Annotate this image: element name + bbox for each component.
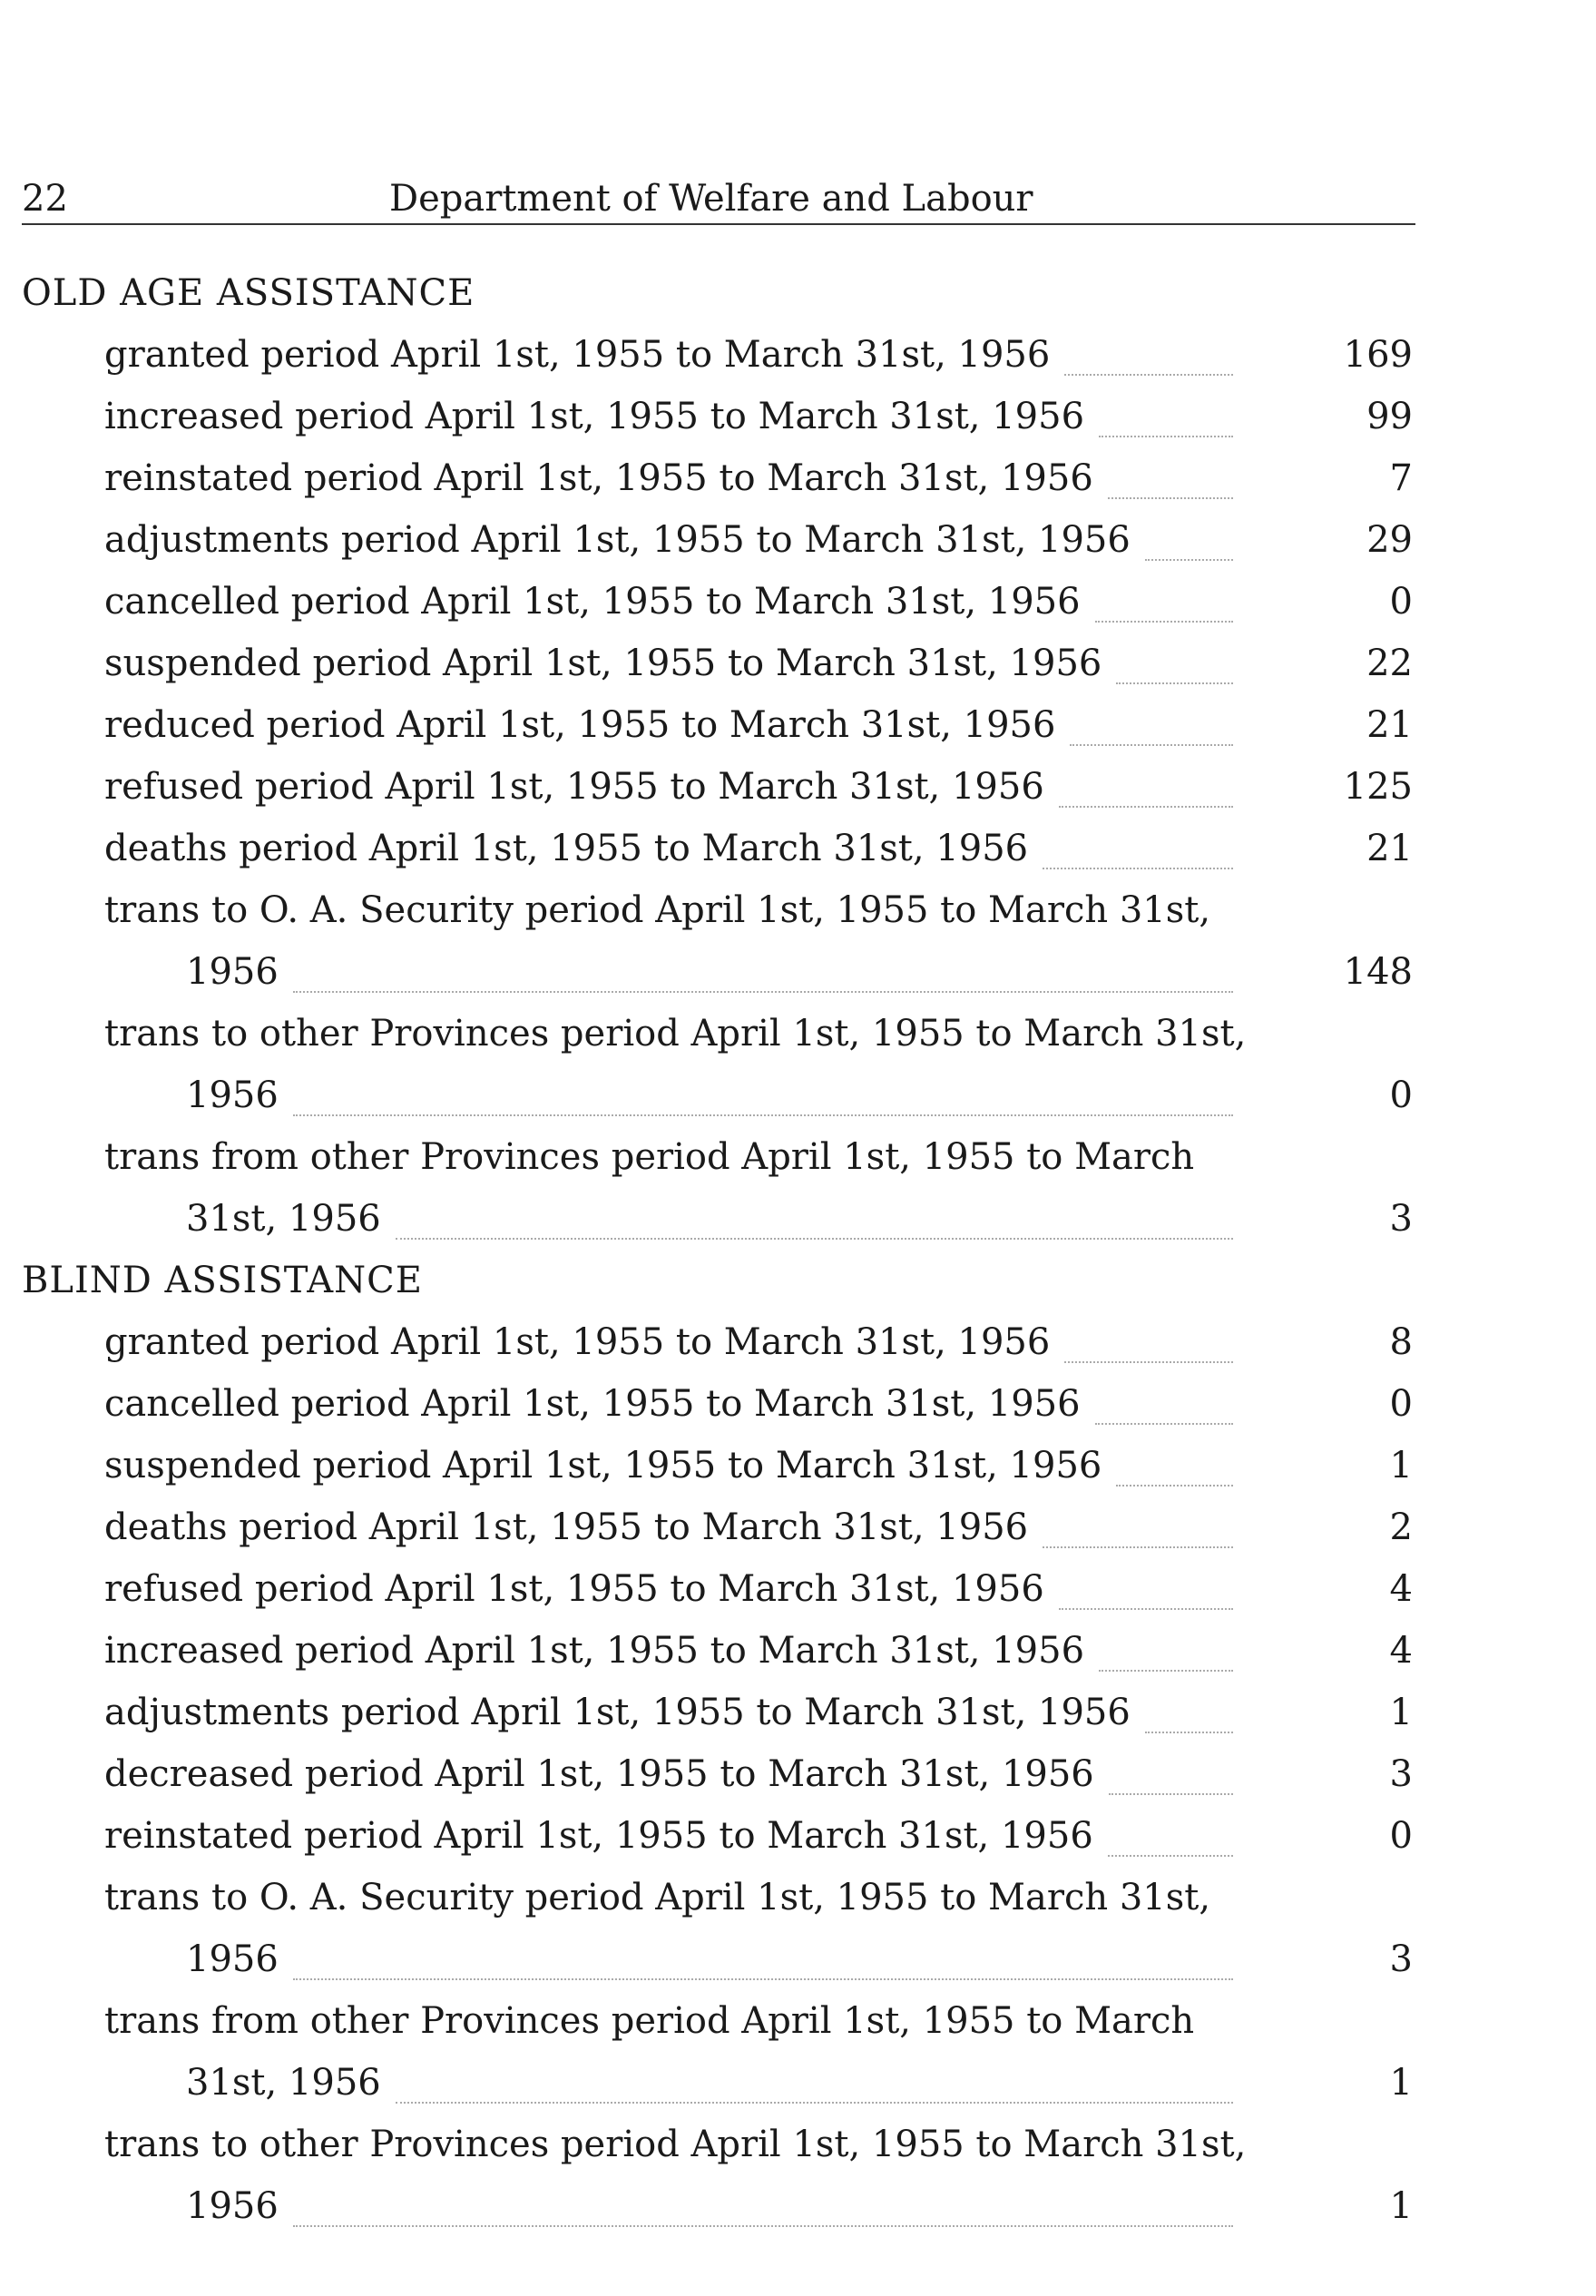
item-description: trans to O. A. Security period April 1st, 1955 to March 31st, <box>104 889 1211 931</box>
item-value: 1 <box>1389 2062 1413 2104</box>
item-description: trans from other Provinces period April 1st, 1955 to March <box>104 2000 1195 2042</box>
dot-leader <box>1043 1546 1233 1548</box>
item-value: 3 <box>1389 1198 1413 1240</box>
list-item <box>0 889 1596 1013</box>
section-title-old-age: OLD AGE ASSISTANCE <box>22 272 475 314</box>
item-value: 4 <box>1389 1568 1413 1610</box>
item-description-continued: 31st, 1956 <box>186 1198 381 1240</box>
list-item <box>0 1013 1596 1136</box>
item-value: 2 <box>1389 1506 1413 1548</box>
item-value: 3 <box>1389 1938 1413 1980</box>
list-item <box>0 396 1596 457</box>
list-item <box>0 828 1596 889</box>
dot-leader <box>1108 1855 1233 1857</box>
list-item <box>0 1815 1596 1877</box>
list-item <box>0 581 1596 643</box>
list-item <box>0 1630 1596 1692</box>
item-value: 0 <box>1389 581 1413 623</box>
item-value: 22 <box>1366 643 1413 684</box>
item-description: decreased period April 1st, 1955 to March 31st, 1956 <box>104 1753 1094 1795</box>
dot-leader <box>293 1114 1233 1116</box>
list-item <box>0 2000 1596 2124</box>
item-description: trans from other Provinces period April 1st, 1955 to March <box>104 1136 1195 1178</box>
item-value: 21 <box>1366 704 1413 746</box>
item-description: adjustments period April 1st, 1955 to March 31st, 1956 <box>104 1692 1131 1733</box>
item-description-continued: 1956 <box>186 1074 279 1116</box>
item-value: 0 <box>1389 1383 1413 1425</box>
dot-leader <box>1070 744 1233 746</box>
list-item <box>0 643 1596 704</box>
dot-leader <box>1116 682 1233 684</box>
page-number: 22 <box>22 178 68 220</box>
item-description: reduced period April 1st, 1955 to March 31st, 1956 <box>104 704 1056 746</box>
running-title: Department of Welfare and Labour <box>389 178 1033 220</box>
item-value: 125 <box>1343 766 1413 808</box>
item-value: 4 <box>1389 1630 1413 1672</box>
list-item <box>0 1568 1596 1630</box>
item-value: 0 <box>1389 1815 1413 1857</box>
page-header <box>22 178 1415 225</box>
list-item <box>0 2124 1596 2247</box>
dot-leader <box>396 2102 1233 2104</box>
item-description: suspended period April 1st, 1955 to March 31st, 1956 <box>104 1445 1102 1487</box>
list-item <box>0 704 1596 766</box>
dot-leader <box>1099 436 1233 437</box>
dot-leader <box>1095 621 1233 623</box>
dot-leader <box>1116 1485 1233 1487</box>
list-item <box>0 1692 1596 1753</box>
dot-leader <box>1064 1361 1233 1363</box>
item-value: 1 <box>1389 1692 1413 1733</box>
item-value: 3 <box>1389 1753 1413 1795</box>
item-value: 7 <box>1389 457 1413 499</box>
item-description: trans to O. A. Security period April 1st, 1955 to March 31st, <box>104 1877 1211 1918</box>
dot-leader <box>293 991 1233 993</box>
dot-leader <box>293 1978 1233 1980</box>
list-item <box>0 334 1596 396</box>
list-item <box>0 1753 1596 1815</box>
item-description: adjustments period April 1st, 1955 to March 31st, 1956 <box>104 519 1131 561</box>
list-item <box>0 1383 1596 1445</box>
dot-leader <box>1145 1732 1233 1733</box>
list-item <box>0 1445 1596 1506</box>
list-item <box>0 1136 1596 1260</box>
item-description: increased period April 1st, 1955 to March 31st, 1956 <box>104 396 1085 437</box>
item-description: reinstated period April 1st, 1955 to March 31st, 1956 <box>104 457 1093 499</box>
item-description-continued: 31st, 1956 <box>186 2062 381 2104</box>
item-description-continued: 1956 <box>186 951 279 993</box>
dot-leader <box>1059 806 1233 808</box>
list-item <box>0 519 1596 581</box>
dot-leader <box>1109 1793 1233 1795</box>
list-item <box>0 457 1596 519</box>
section-title-blind: BLIND ASSISTANCE <box>22 1260 423 1301</box>
dot-leader <box>1043 868 1233 869</box>
item-description: deaths period April 1st, 1955 to March 31st, 1956 <box>104 828 1029 869</box>
dot-leader <box>1095 1423 1233 1425</box>
item-description: cancelled period April 1st, 1955 to March 31st, 1956 <box>104 1383 1081 1425</box>
item-description-continued: 1956 <box>186 2185 279 2227</box>
item-value: 1 <box>1389 1445 1413 1487</box>
item-description: increased period April 1st, 1955 to March 31st, 1956 <box>104 1630 1085 1672</box>
item-value: 0 <box>1389 1074 1413 1116</box>
item-value: 99 <box>1366 396 1413 437</box>
item-description: deaths period April 1st, 1955 to March 31st, 1956 <box>104 1506 1029 1548</box>
item-description: granted period April 1st, 1955 to March 31st, 1956 <box>104 1321 1051 1363</box>
item-description: cancelled period April 1st, 1955 to March 31st, 1956 <box>104 581 1081 623</box>
list-item <box>0 1321 1596 1383</box>
item-description: suspended period April 1st, 1955 to March 31st, 1956 <box>104 643 1102 684</box>
item-value: 169 <box>1343 334 1413 376</box>
item-value: 8 <box>1389 1321 1413 1363</box>
list-item <box>0 1506 1596 1568</box>
dot-leader <box>396 1238 1233 1240</box>
item-description-continued: 1956 <box>186 1938 279 1980</box>
item-description: trans to other Provinces period April 1st, 1955 to March 31st, <box>104 2124 1247 2165</box>
item-description: reinstated period April 1st, 1955 to March 31st, 1956 <box>104 1815 1093 1857</box>
item-description: granted period April 1st, 1955 to March 31st, 1956 <box>104 334 1051 376</box>
dot-leader <box>1064 374 1233 376</box>
dot-leader <box>1059 1608 1233 1610</box>
dot-leader <box>293 2225 1233 2227</box>
list-item <box>0 1877 1596 2000</box>
item-value: 29 <box>1366 519 1413 561</box>
dot-leader <box>1145 559 1233 561</box>
dot-leader <box>1099 1670 1233 1672</box>
item-value: 21 <box>1366 828 1413 869</box>
item-description: refused period April 1st, 1955 to March 31st, 1956 <box>104 1568 1044 1610</box>
item-value: 1 <box>1389 2185 1413 2227</box>
dot-leader <box>1108 497 1233 499</box>
item-description: trans to other Provinces period April 1st, 1955 to March 31st, <box>104 1013 1247 1055</box>
item-value: 148 <box>1343 951 1413 993</box>
item-description: refused period April 1st, 1955 to March 31st, 1956 <box>104 766 1044 808</box>
list-item <box>0 766 1596 828</box>
